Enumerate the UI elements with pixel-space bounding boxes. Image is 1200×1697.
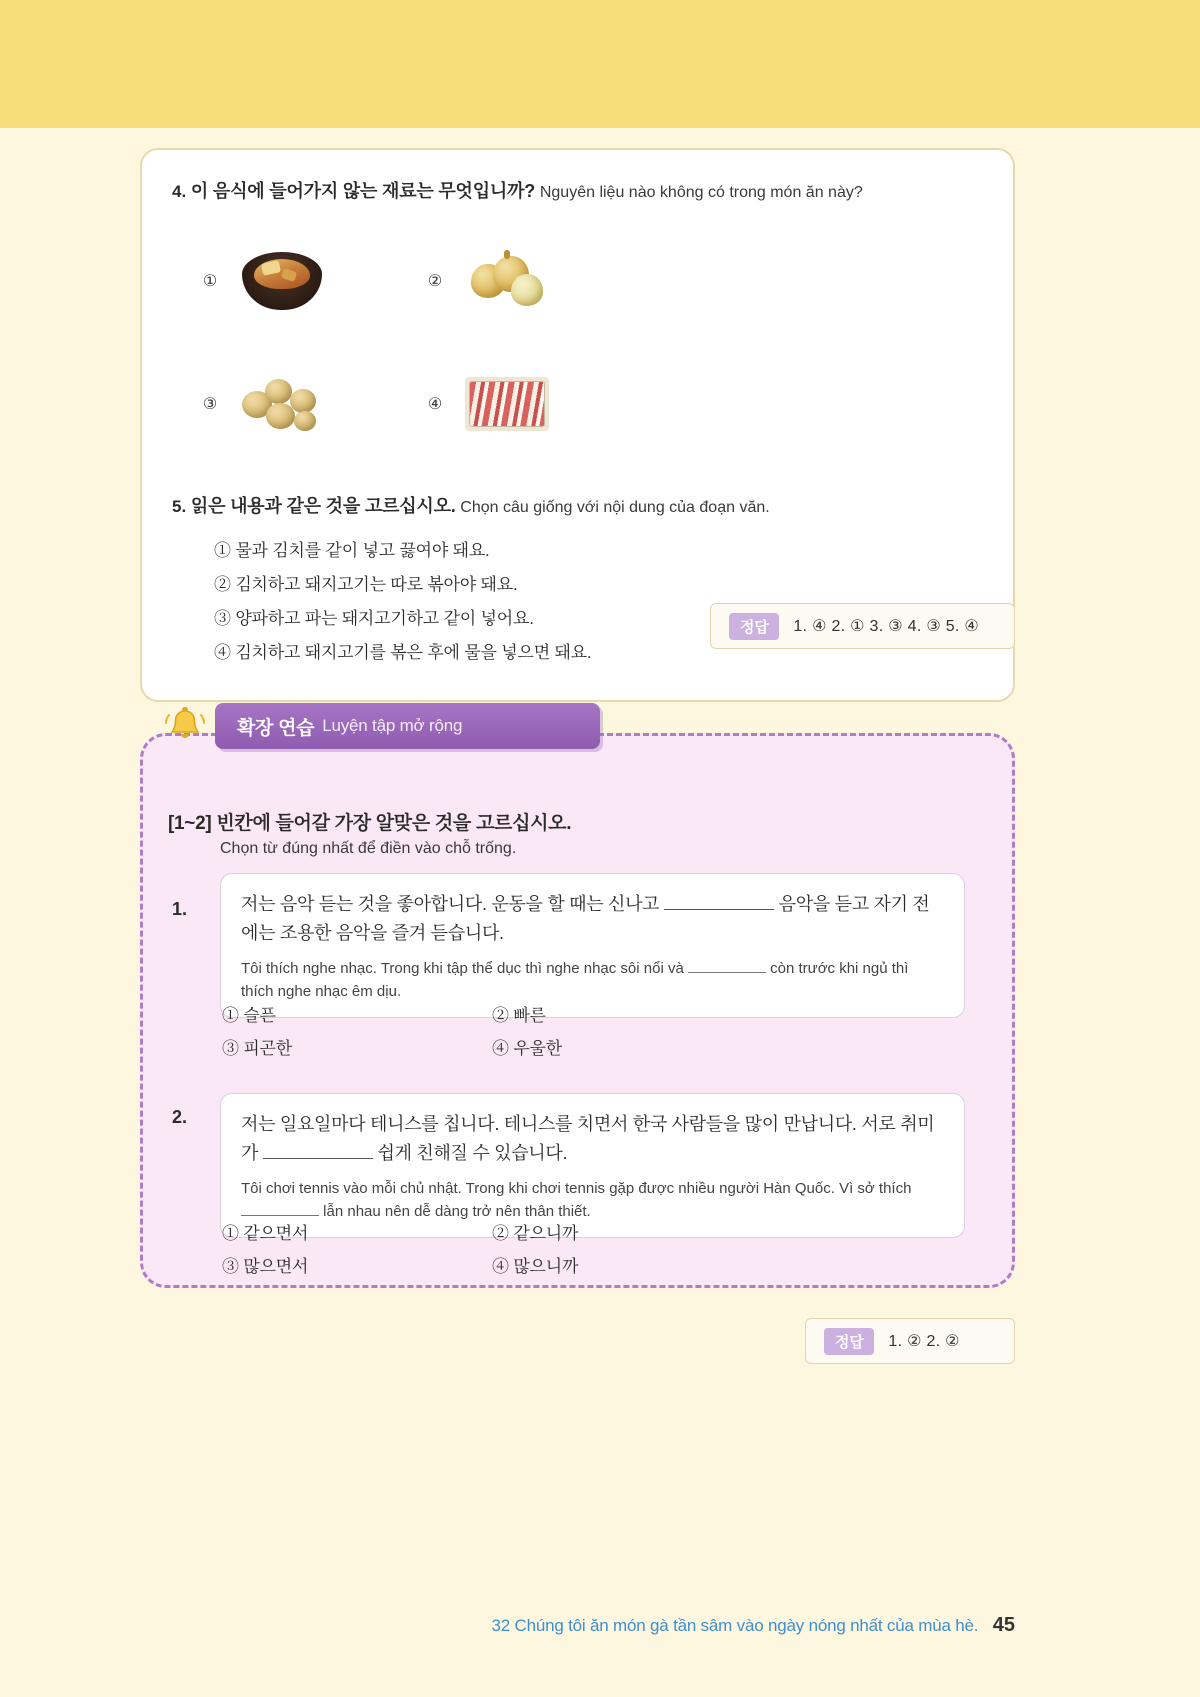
extension-choice[interactable]: ② 같으니까 [492,1224,579,1243]
extension-choice[interactable]: ③ 피곤한 [222,1039,292,1058]
extension-item-1-passage-ko [241,890,944,948]
passage-vn-part1: Tôi chơi tennis vào mỗi chủ nhật. Trong khi chơi tennis gặp được nhiều người Hàn Quốc. Vì sở thích [241,1179,912,1197]
question-4-prompt [172,178,983,205]
question-5-option[interactable]: ④ 김치하고 돼지고기를 볶은 후에 물을 넣으면 돼요. [214,643,592,662]
passage-ko-part1: 저는 일요일마다 테니스를 칩니다. 테니스를 치면서 한국 사람들을 많이 만납니다. 서로 취미가 [241,1114,935,1163]
pork-belly-photo [459,365,555,443]
bell-icon [162,705,208,749]
passage-vn-part1: Tôi thích nghe nhạc. Trong khi tập thể dục thì nghe nhạc sôi nổi và [241,959,684,977]
question-4-option-2[interactable] [425,233,650,328]
answer-text: 1. ② 2. ② [888,1333,960,1350]
extension-item-2-number: 2. [172,1107,188,1127]
answer-text: 1. ④ 2. ① 3. ③ 4. ③ 5. ④ [793,618,980,635]
answer-tag: 정답 [824,1328,874,1355]
extension-item-2-passage [220,1093,965,1238]
extension-item-2-passage-vn [241,1177,944,1224]
extension-choice[interactable]: ② 빠른 [492,1006,546,1025]
answer-tag: 정답 [729,613,779,640]
option-marker: ② [427,272,443,290]
option-marker: ① [202,272,218,290]
question-4-prompt-vn: Nguyên liệu nào không có trong món ăn này? [539,184,863,201]
extension-choice[interactable]: ① 같으면서 [222,1224,309,1243]
question-4-number: 4. [172,182,187,201]
extension-title-vn: Luyện tập mở rộng [322,716,463,735]
question-5-options [214,534,983,670]
extension-item-1-passage-vn [241,957,944,1004]
question-5-prompt-ko: 읽은 내용과 같은 것을 고르십시오. [190,496,456,516]
extension-item-1-choices [222,1001,922,1059]
extension-choice[interactable]: ④ 우울한 [492,1039,562,1058]
extension-choice[interactable]: ① 슬픈 [222,1006,276,1025]
extension-prompt-vn: Chọn từ đúng nhất để điền vào chỗ trống. [220,840,517,857]
page-header-band [0,0,1200,128]
question-4-option-4[interactable] [425,356,650,451]
question-4-option-3[interactable] [200,356,425,451]
option-marker: ④ [427,395,443,413]
question-5-prompt-vn: Chọn câu giống với nội dung của đoạn văn. [460,499,770,516]
footer-lesson-title: 32 Chúng tôi ăn món gà tần sâm vào ngày nóng nhất của mùa hè. [491,1616,979,1635]
question-4 [172,178,983,451]
question-5-option[interactable]: ② 김치하고 돼지고기는 따로 볶아야 돼요. [214,575,518,594]
blank-field[interactable] [688,972,766,973]
extension-practice-header [215,703,600,749]
question-5-option[interactable]: ③ 양파하고 파는 돼지고기하고 같이 넣어요. [214,609,534,628]
extension-choice[interactable]: ④ 많으니까 [492,1257,579,1276]
extension-prompt-ko: [1~2] 빈칸에 들어갈 가장 알맞은 것을 고르십시오. [168,813,572,834]
blank-field[interactable] [241,1215,319,1216]
passage-ko-part1: 저는 음악 듣는 것을 좋아합니다. 운동을 할 때는 신나고 [241,894,660,914]
page-number: 45 [992,1614,1015,1636]
onion-photo [459,242,555,320]
blank-field[interactable] [263,1158,373,1159]
extension-item-1-number: 1. [172,899,188,919]
blank-field[interactable] [664,909,774,910]
extension-item-1-passage [220,873,965,1018]
passage-ko-part2: 쉽게 친해질 수 있습니다. [377,1142,568,1163]
passage-vn-part2: còn trước khi ngủ thì thích nghe nhạc êm dịu. [241,959,909,1000]
passage-vn-part2: lẫn nhau nên dễ dàng trở nên thân thiết. [323,1202,591,1220]
question-4-option-1[interactable] [200,233,425,328]
question-5-number: 5. [172,497,187,516]
passage-ko-part2: 음악을 듣고 자기 전에는 조용한 음악을 즐겨 듣습니다. [241,894,930,943]
question-4-prompt-ko: 이 음식에 들어가지 않는 재료는 무엇입니까? [190,181,536,201]
extension-title-ko: 확장 연습 [237,717,315,739]
option-marker: ③ [202,395,218,413]
kimchi-stew-photo [234,242,330,320]
question-5-option[interactable]: ① 물과 김치를 같이 넣고 끓여야 돼요. [214,541,490,560]
page-body [0,128,1200,1697]
extension-item-2-choices [222,1219,922,1277]
answer-box-reading [710,603,1015,649]
potato-photo [234,365,330,443]
extension-item-2-passage-ko [241,1110,944,1168]
extension-practice-section [140,703,1015,1288]
answer-box-extension [805,1318,1015,1364]
page-footer [0,1614,1200,1637]
question-5-prompt [172,493,983,520]
question-4-options [200,233,820,451]
extension-choice[interactable]: ③ 많으면서 [222,1257,309,1276]
